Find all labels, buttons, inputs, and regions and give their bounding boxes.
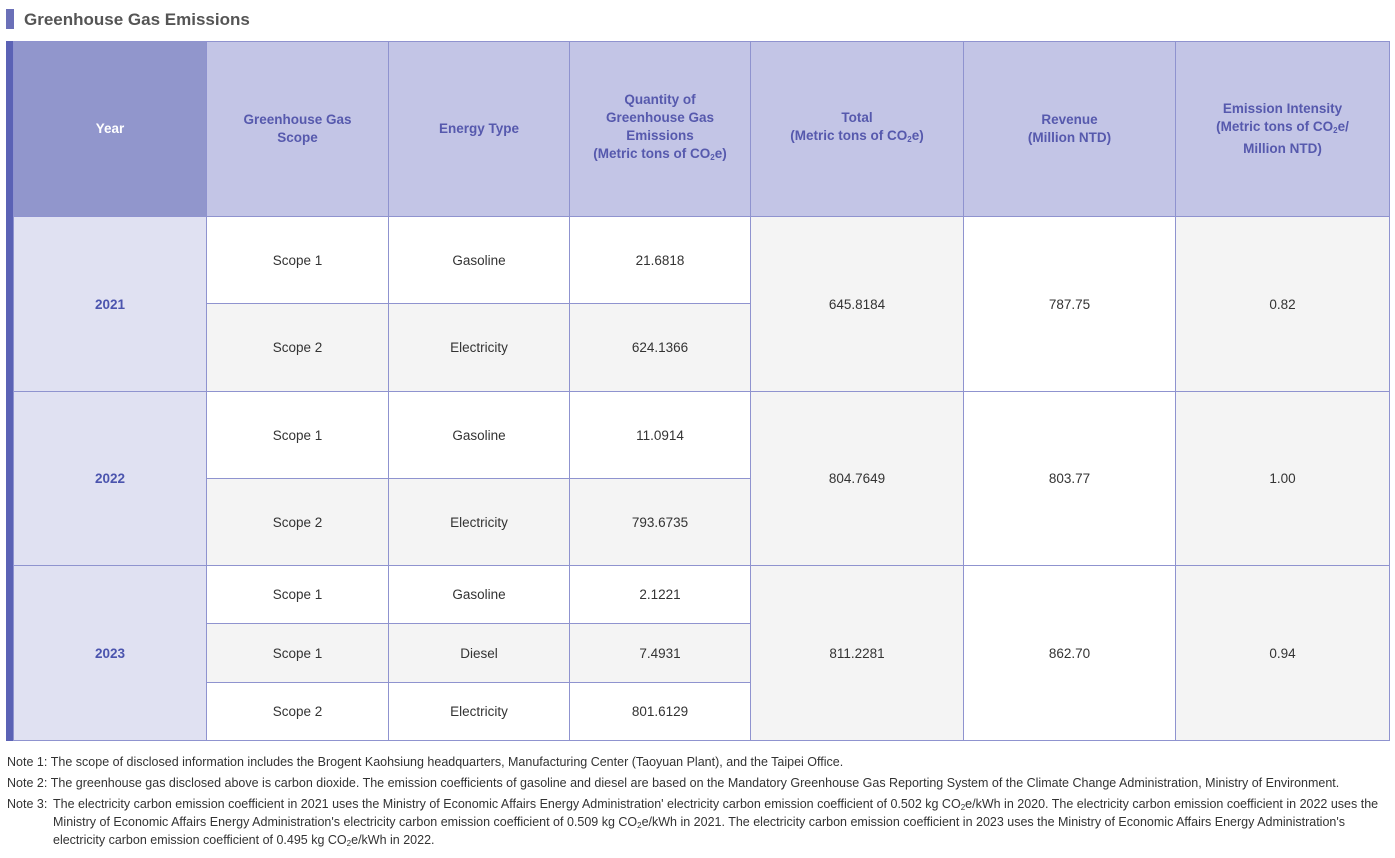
scope-cell: Scope 2	[207, 683, 389, 741]
intensity-cell: 1.00	[1176, 392, 1390, 566]
header-quantity-line3: Emissions	[626, 128, 694, 143]
note-3-label: Note 3:	[7, 797, 48, 811]
note-2	[7, 776, 1387, 790]
table-row	[14, 392, 1390, 479]
energy-type-cell: Diesel	[389, 624, 570, 683]
header-scope-line1: Greenhouse Gas	[243, 112, 352, 127]
header-intensity-line3: Million NTD)	[1243, 141, 1322, 156]
header-intensity-unit: (Metric tons of $CO_2e/$	[1216, 119, 1349, 135]
header-intensity-line1: Emission Intensity	[1222, 101, 1343, 116]
revenue-cell: 862.70	[964, 566, 1176, 741]
scope-cell: Scope 1	[207, 624, 389, 683]
total-cell: 811.2281	[751, 566, 964, 741]
emissions-table	[13, 41, 1390, 741]
note-2-label: Note 2:	[7, 776, 48, 790]
quantity-cell: 624.1366	[570, 304, 751, 392]
note-2-text: The greenhouse gas disclosed above is carbon dioxide. The emission coefficients of gasoline and diesel are based on the Mandatory Greenhouse Gas Reporting System of the Climate Change Administration, Ministry of Environment.	[50, 776, 1340, 790]
quantity-cell: 7.4931	[570, 624, 751, 683]
total-cell: 645.8184	[751, 217, 964, 392]
header-quantity	[570, 42, 751, 217]
year-cell: 2022	[14, 392, 207, 566]
note-3	[7, 797, 1387, 851]
header-revenue-line2: (Million NTD)	[1027, 130, 1112, 145]
quantity-cell: 21.6818	[570, 217, 751, 304]
year-cell: 2023	[14, 566, 207, 741]
notes-section	[7, 755, 1387, 858]
section-title: Greenhouse Gas Emissions	[6, 9, 250, 29]
header-revenue-line1: Revenue	[1041, 112, 1098, 127]
scope-cell: Scope 2	[207, 479, 389, 566]
header-scope	[207, 42, 389, 217]
scope-cell: Scope 2	[207, 304, 389, 392]
energy-type-cell: Electricity	[389, 479, 570, 566]
year-cell: 2021	[14, 217, 207, 392]
revenue-cell: 787.75	[964, 217, 1176, 392]
note-1-text: The scope of disclosed information includes the Brogent Kaohsiung headquarters, Manufacturing Center (Taoyuan Plant), and the Taipei Office.	[50, 755, 844, 769]
energy-type-cell: Electricity	[389, 683, 570, 741]
total-cell: 804.7649	[751, 392, 964, 566]
header-quantity-line2: Greenhouse Gas	[605, 110, 715, 125]
table-row	[14, 566, 1390, 624]
scope-cell: Scope 1	[207, 392, 389, 479]
intensity-cell: 0.94	[1176, 566, 1390, 741]
header-emission-intensity	[1176, 42, 1390, 217]
energy-type-cell: Electricity	[389, 304, 570, 392]
energy-type-cell: Gasoline	[389, 566, 570, 624]
quantity-cell: 801.6129	[570, 683, 751, 741]
header-scope-line2: Scope	[277, 130, 318, 145]
header-quantity-line1: Quantity of	[624, 92, 696, 107]
scope-cell: Scope 1	[207, 217, 389, 304]
note-3-text: The electricity carbon emission coefficient in 2021 uses the Ministry of Economic Affairs Energy Administration' electricity carbon emission coefficient of 0.502 kg $CO_2e$/kWh in 2020. The electricity carbon emission coefficient in 2022 uses the Ministry of Economic Affairs Energy Administration's electricity carbon emission coefficient of 0.509 kg $CO_2e$/kWh in 2021. The electricity carbon emission coefficient in 2023 uses the Ministry of Economic Affairs Energy Administration's electricity carbon emission coefficient of 0.495 kg $CO_2e$/kWh in 2022.	[53, 797, 1379, 848]
note-1-label: Note 1:	[7, 755, 48, 769]
header-row	[14, 42, 1390, 217]
header-revenue	[964, 42, 1176, 217]
quantity-cell: 2.1221	[570, 566, 751, 624]
quantity-cell: 11.0914	[570, 392, 751, 479]
table-row	[14, 217, 1390, 304]
revenue-cell: 803.77	[964, 392, 1176, 566]
header-total-unit: (Metric tons of $CO_2e$)	[790, 128, 924, 144]
quantity-cell: 793.6735	[570, 479, 751, 566]
note-1	[7, 755, 1387, 769]
intensity-cell: 0.82	[1176, 217, 1390, 392]
header-total	[751, 42, 964, 217]
header-energy-type: Energy Type	[389, 42, 570, 217]
energy-type-cell: Gasoline	[389, 392, 570, 479]
header-year: Year	[14, 42, 207, 217]
emissions-table-wrapper	[6, 41, 1389, 741]
header-total-line1: Total	[841, 110, 873, 125]
energy-type-cell: Gasoline	[389, 217, 570, 304]
scope-cell: Scope 1	[207, 566, 389, 624]
header-quantity-unit: (Metric tons of $CO_2e$)	[593, 146, 727, 162]
